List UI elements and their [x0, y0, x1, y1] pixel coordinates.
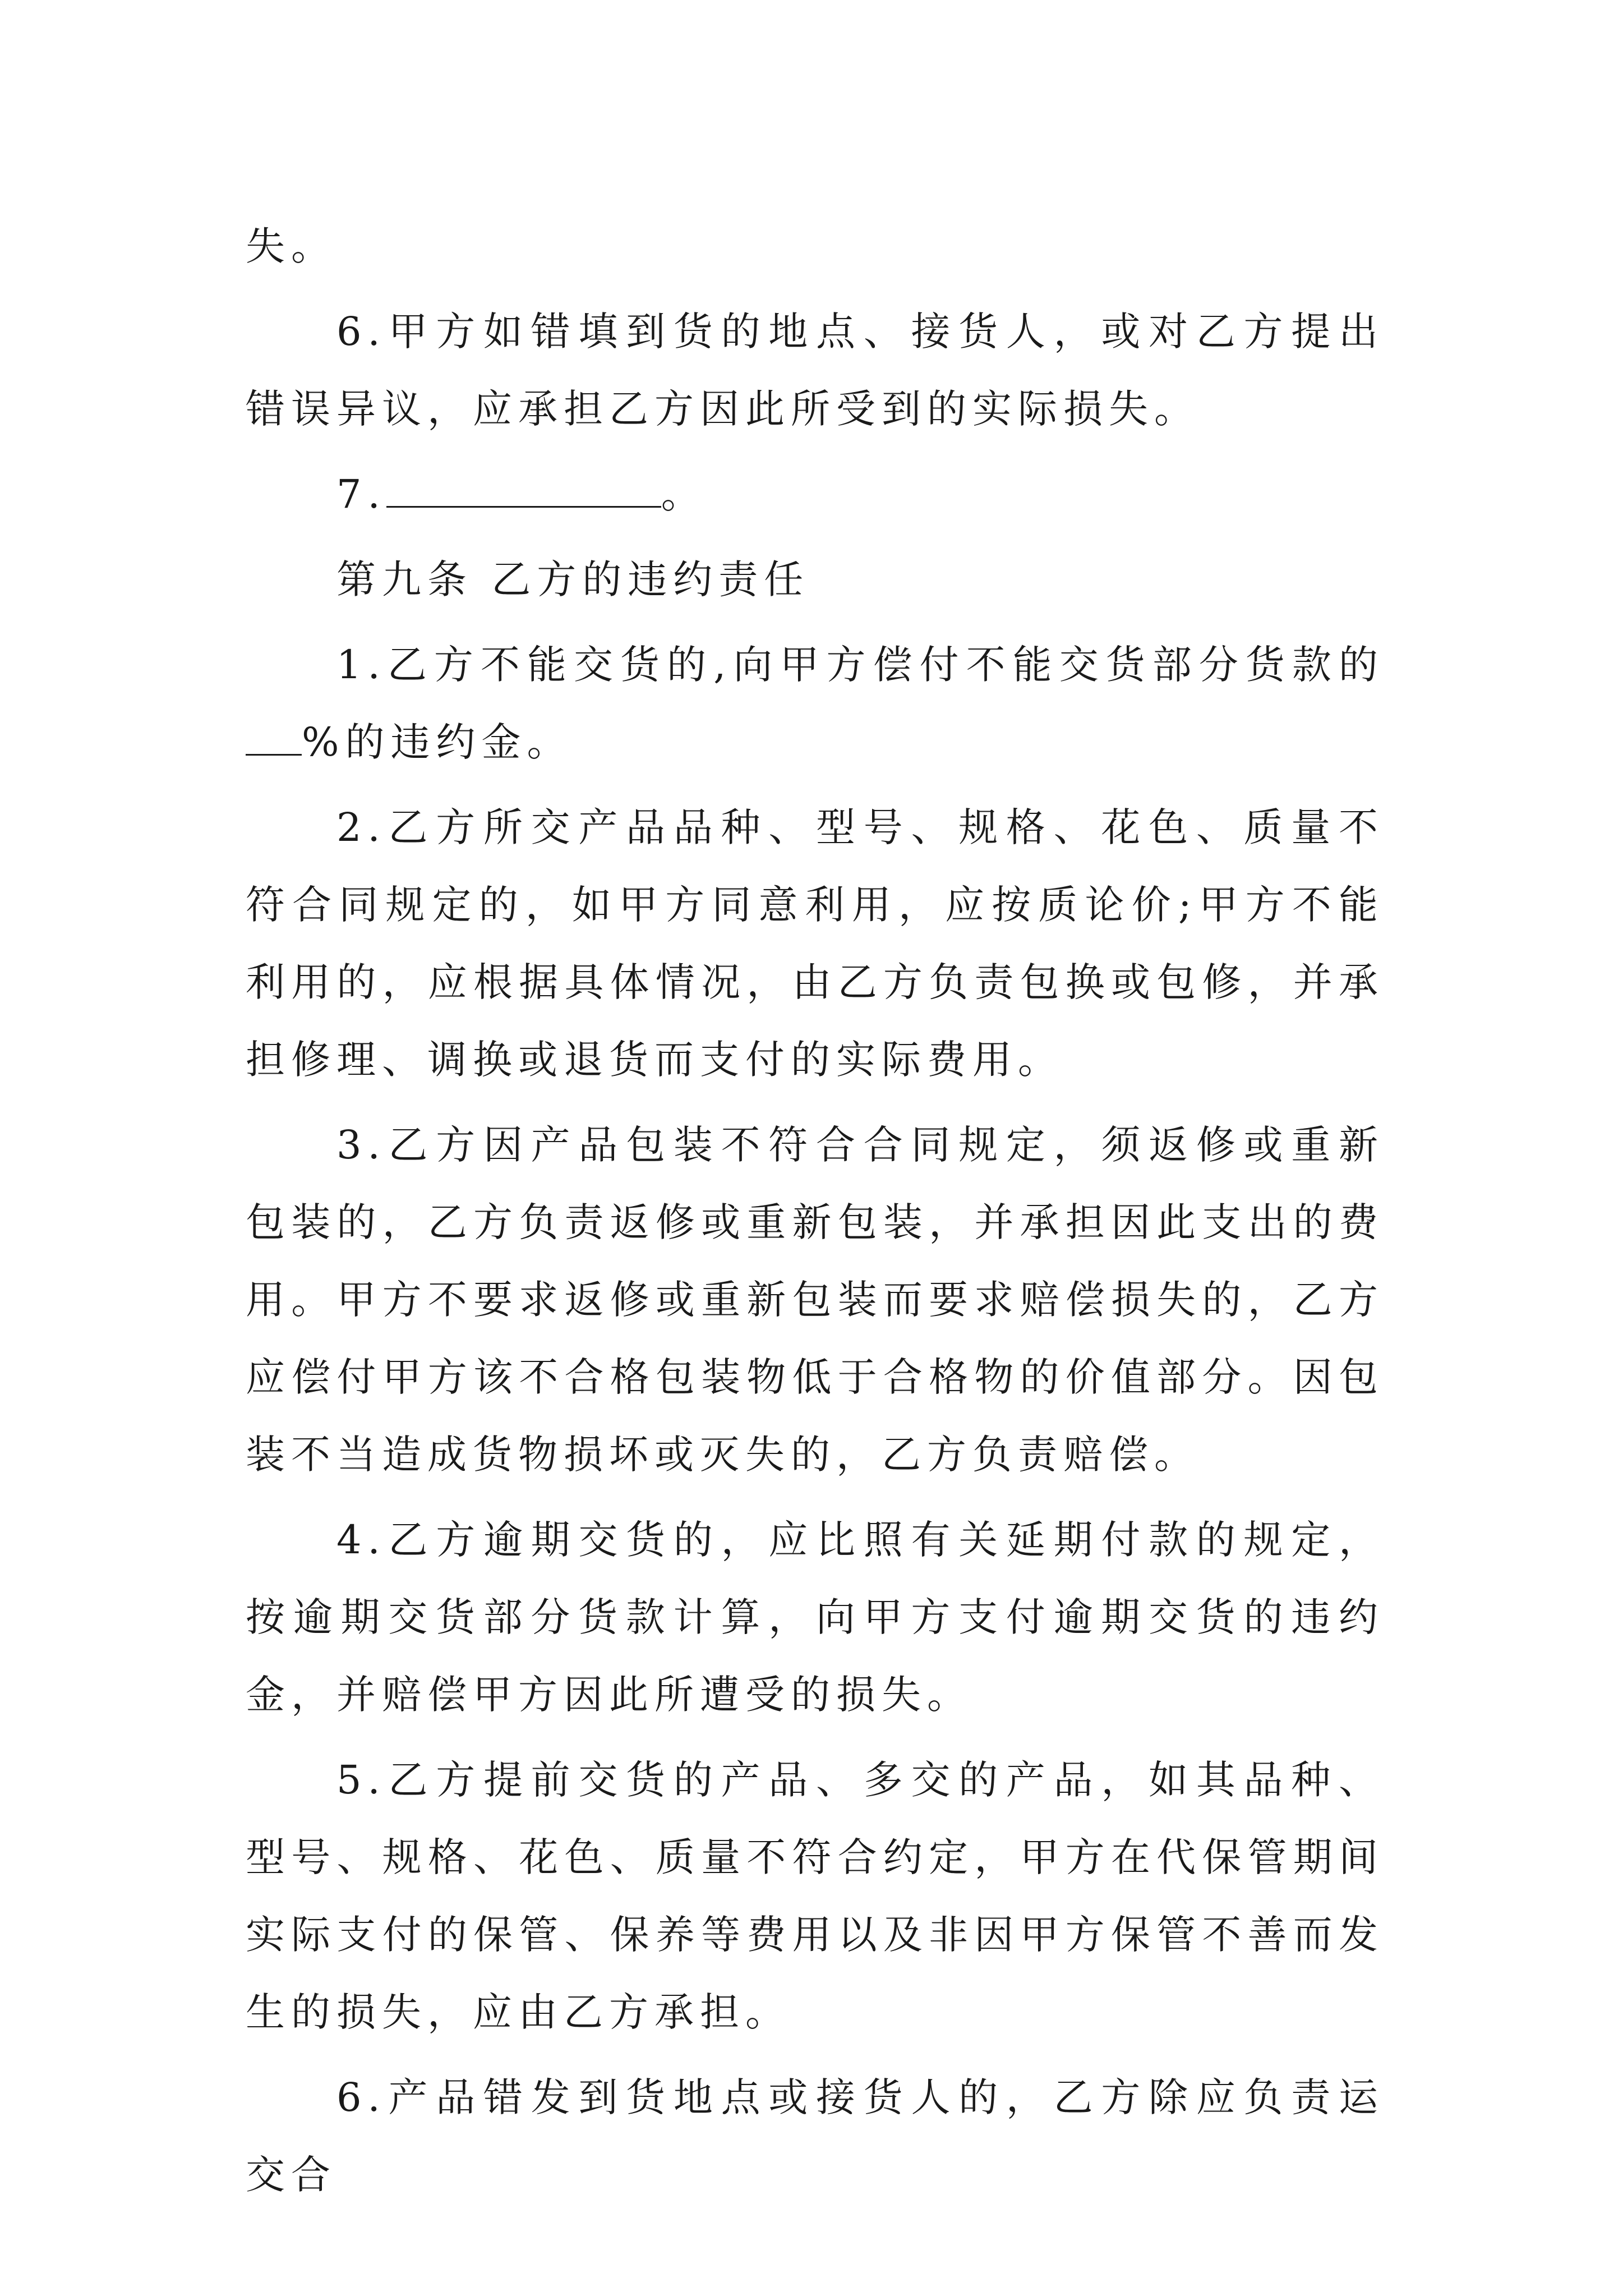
paragraph-clause-9-item-5: 5.乙方提前交货的产品、多交的产品，如其品种、型号、规格、花色、质量不符合约定，甲方在代保管期间实际支付的保管、保养等费用以及非因甲方保管不善而发生的损失，应由乙方承担。 [246, 1757, 1384, 2035]
section-heading-article-9: 第九条 乙方的违约责任 [336, 556, 810, 602]
paragraph-clause-9-item-3: 3.乙方因产品包装不符合合同规定，须返修或重新包装的，乙方负责返修或重新包装，并承担因此支出的费用。甲方不要求返修或重新包装而要求赔偿损失的，乙方应偿付甲方该不合格包装物低于合格物的价值部分。因包装不当造成货物损坏或灭失的，乙方负责赔偿。 [246, 1122, 1384, 1478]
paragraph-clause-8-item-6: 6.甲方如错填到货的地点、接货人，或对乙方提出错误异议，应承担乙方因此所受到的实际损失。 [246, 309, 1384, 432]
paragraph-clause-8-item-7 [246, 455, 1384, 533]
item-text-end: %的违约金。 [302, 719, 573, 765]
paragraph-clause-9-item-1 [246, 626, 1384, 781]
document-body [246, 208, 1384, 2214]
fill-in-blank [386, 472, 661, 508]
paragraph-clause-9-item-6: 6.产品错发到货地点或接货人的，乙方除应负责运交合 [246, 2074, 1384, 2198]
item-number: 7. [336, 471, 386, 517]
paragraph-clause-9-item-4: 4.乙方逾期交货的，应比照有关延期付款的规定，按逾期交货部分货款计算，向甲方支付逾期交货的违约金，并赔偿甲方因此所遭受的损失。 [246, 1517, 1384, 1718]
paragraph-clause-9-item-2: 2.乙方所交产品品种、型号、规格、花色、质量不符合同规定的，如甲方同意利用，应按质论价;甲方不能利用的，应根据具体情况，由乙方负责包换或包修，并承担修理、调换或退货而支付的实际费用。 [246, 804, 1384, 1083]
paragraph-continuation: 失。 [246, 223, 336, 269]
percentage-blank [246, 720, 302, 756]
item-text: 1.乙方不能交货的,向甲方偿付不能交货部分货款的 [336, 642, 1384, 688]
item-end-punctuation: 。 [661, 471, 707, 517]
